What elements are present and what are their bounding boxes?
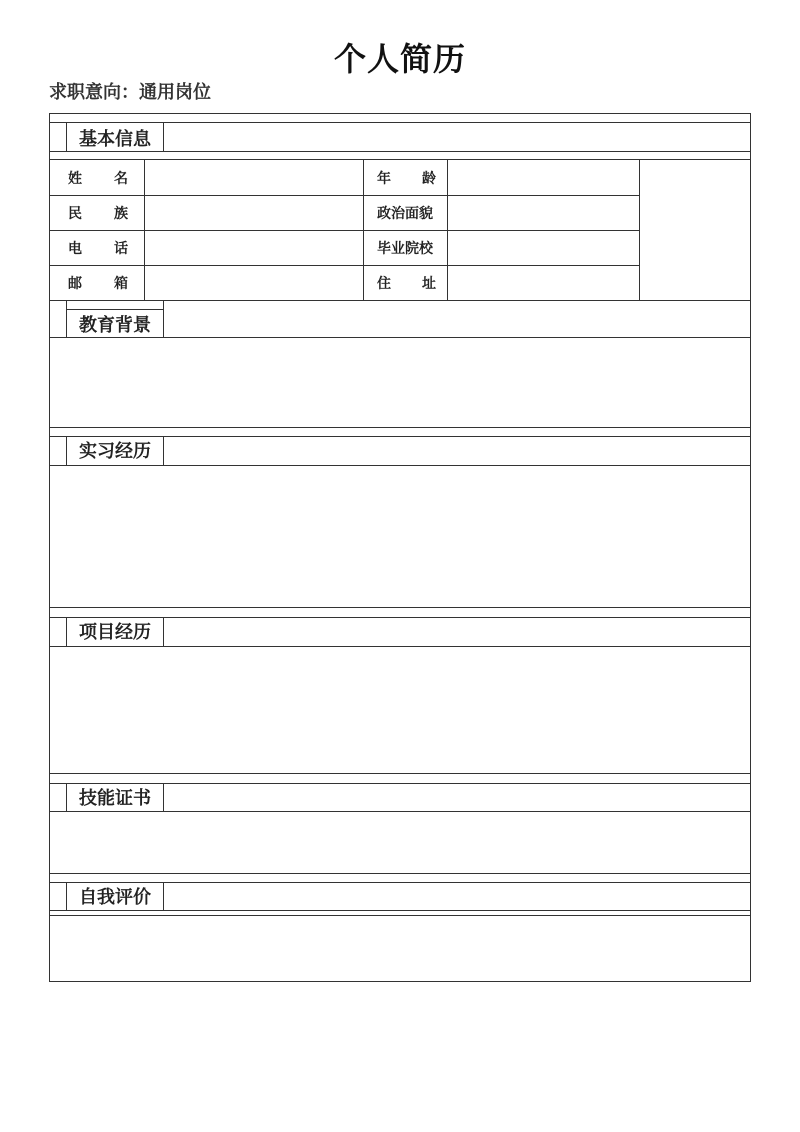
political-status-value[interactable]	[448, 196, 639, 230]
divider	[50, 873, 750, 874]
photo-box[interactable]	[640, 160, 750, 300]
ethnicity-value[interactable]	[145, 196, 363, 230]
label-phone: 电 话	[68, 241, 128, 257]
divider	[50, 910, 750, 911]
resume-frame	[49, 113, 751, 982]
divider	[50, 617, 750, 618]
divider	[163, 617, 164, 646]
address-value[interactable]	[448, 266, 639, 300]
divider	[163, 783, 164, 811]
divider	[66, 300, 67, 337]
divider	[66, 882, 67, 910]
label-political-status: 政治面貌	[377, 206, 433, 222]
age-value[interactable]	[448, 160, 639, 195]
divider	[50, 300, 750, 301]
divider	[50, 882, 750, 883]
divider	[163, 882, 164, 910]
label-ethnicity: 民 族	[68, 206, 128, 222]
divider	[50, 783, 750, 784]
divider	[50, 607, 750, 608]
job-intent: 求职意向：通用岗位	[49, 82, 211, 103]
label-email: 邮 箱	[68, 276, 128, 292]
divider	[50, 151, 750, 152]
divider	[50, 436, 750, 437]
section-title-internship: 实习经历	[79, 441, 151, 462]
graduate-school-value[interactable]	[448, 231, 639, 265]
resume-title: 个人简历	[333, 40, 466, 78]
divider	[66, 309, 164, 310]
section-title-self-evaluation: 自我评价	[79, 887, 151, 908]
label-age: 年 龄	[377, 171, 436, 187]
divider	[50, 427, 750, 428]
divider	[163, 300, 164, 337]
divider	[50, 773, 750, 774]
divider	[163, 122, 164, 151]
phone-value[interactable]	[145, 231, 363, 265]
skills-content[interactable]	[51, 812, 750, 873]
internship-content[interactable]	[51, 466, 750, 607]
label-address: 住 址	[377, 276, 436, 292]
divider	[163, 436, 164, 465]
education-content[interactable]	[51, 338, 750, 427]
email-value[interactable]	[145, 266, 363, 300]
divider	[50, 122, 750, 123]
divider	[66, 617, 67, 646]
divider	[66, 436, 67, 465]
label-name: 姓 名	[68, 171, 128, 187]
divider	[66, 783, 67, 811]
section-title-skills: 技能证书	[79, 788, 151, 809]
name-value[interactable]	[145, 160, 363, 195]
projects-content[interactable]	[51, 647, 750, 773]
divider	[66, 122, 67, 151]
section-title-basic-info: 基本信息	[79, 129, 151, 150]
self-evaluation-content[interactable]	[51, 916, 750, 981]
section-title-education: 教育背景	[79, 315, 151, 336]
label-graduate-school: 毕业院校	[377, 241, 433, 257]
section-title-projects: 项目经历	[79, 622, 151, 643]
